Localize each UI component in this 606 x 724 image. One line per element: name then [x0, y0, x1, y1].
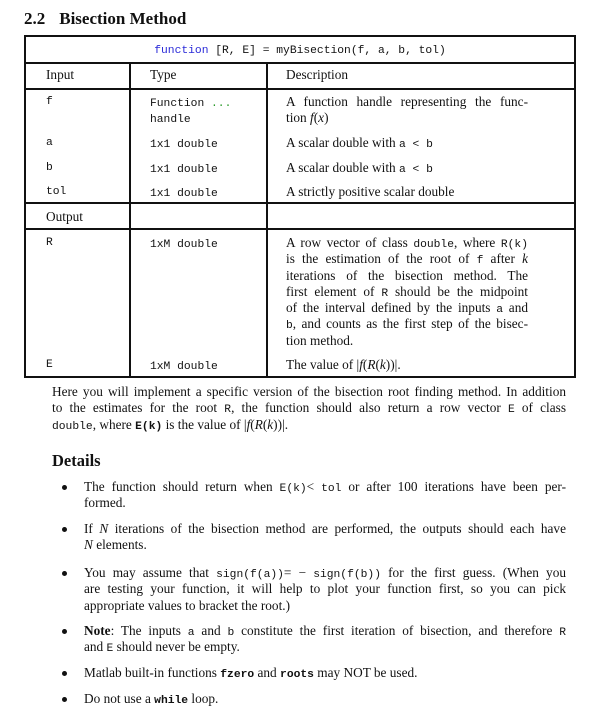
text-run: and	[84, 639, 107, 655]
bullet-icon	[62, 629, 67, 634]
code-run: 1x1 double	[150, 188, 218, 200]
text-line	[150, 184, 280, 200]
text-run: , where	[92, 416, 136, 432]
code-bold-run: roots	[280, 669, 314, 681]
text-run: or after 100 iterations have been per-	[341, 479, 566, 494]
code-run: a < b	[399, 139, 433, 151]
table-divider	[26, 88, 574, 90]
code-run: tol	[321, 483, 342, 495]
code-run: double	[413, 239, 454, 251]
text-line	[84, 565, 566, 581]
text-line	[84, 598, 566, 614]
header-input: Input	[46, 67, 75, 82]
text-line	[150, 235, 280, 251]
code-run: Function	[150, 98, 212, 110]
text-run: Here you will implement a specific version of the bisection root finding method. In addition	[52, 384, 566, 399]
code-run: b	[286, 320, 293, 333]
text-line	[84, 581, 566, 597]
text-run: formed.	[84, 495, 126, 511]
text-line	[150, 357, 280, 373]
text-run: and	[254, 665, 281, 680]
input-name: a	[46, 137, 53, 149]
text-run: )	[324, 110, 329, 126]
text-run: Do not use a	[84, 691, 155, 706]
text-run: (	[262, 416, 268, 432]
input-type	[150, 94, 280, 127]
details-bullet	[84, 479, 566, 512]
code-bold-run: while	[154, 695, 189, 707]
text-line	[26, 41, 574, 57]
text-run: , where	[454, 235, 501, 250]
math-run: k	[267, 416, 274, 432]
text-run: appropriate values to bracket the root.)	[84, 597, 291, 613]
text-run: ))|.	[385, 357, 401, 372]
details-bullet	[84, 521, 566, 554]
math-run: k	[522, 251, 528, 267]
text-line	[286, 268, 528, 284]
text-run: of the interval defined by the inputs	[286, 300, 497, 316]
code-run: 1xM double	[150, 239, 218, 251]
text-run: tion method.	[286, 332, 354, 348]
text-run: (	[313, 110, 319, 126]
code-run: [R, E] = myBisection(f, a, b, tol)	[208, 45, 446, 57]
input-type	[150, 184, 280, 200]
text-run: of class	[514, 400, 566, 416]
text-run: Matlab built-in functions	[84, 665, 221, 680]
section-number: 2.2	[24, 9, 46, 28]
text-line	[286, 184, 528, 200]
text-line	[84, 537, 566, 553]
text-line	[286, 251, 528, 267]
code-run: 1x1 double	[150, 139, 218, 151]
input-type	[150, 160, 280, 176]
text-run: may NOT be used.	[313, 665, 418, 680]
text-line	[286, 300, 528, 316]
text-line	[84, 639, 566, 655]
math-run: R	[367, 357, 376, 372]
code-run: R	[224, 404, 232, 417]
function-signature	[26, 41, 574, 57]
bullet-icon	[62, 671, 67, 676]
text-line	[286, 235, 528, 251]
text-run: (	[250, 416, 255, 432]
table-divider	[26, 228, 574, 230]
text-run: A scalar double with	[286, 135, 399, 150]
text-line	[84, 495, 566, 511]
text-run: is the value of |	[162, 416, 247, 432]
text-line	[286, 160, 528, 176]
bullet-icon	[62, 527, 67, 532]
text-run: loop.	[188, 691, 219, 706]
text-run: A row vector of class	[286, 235, 414, 250]
input-type	[150, 135, 280, 151]
math-run: N	[84, 537, 93, 553]
function-spec-table	[24, 35, 576, 378]
math-run: R	[254, 416, 263, 432]
code-run: a	[187, 627, 195, 639]
ellipsis-run: ...	[211, 98, 232, 110]
text-run: The value of |	[286, 357, 360, 372]
text-run: The function should return when	[84, 479, 280, 494]
code-run: E	[507, 404, 515, 417]
text-run: constitute the first iteration of bisection, and therefore	[234, 623, 560, 638]
code-bold-run: fzero	[220, 669, 255, 681]
input-description	[286, 94, 528, 127]
text-line	[150, 110, 280, 126]
math-run: f	[310, 110, 314, 126]
input-description	[286, 135, 528, 151]
math-run: f	[246, 416, 251, 432]
text-run: is the estimation of the root of	[286, 251, 477, 267]
output-description	[286, 357, 528, 373]
text-line	[150, 94, 280, 110]
header-description: Description	[286, 67, 349, 82]
text-line	[286, 284, 528, 300]
details-bullet	[84, 665, 566, 681]
text-run: (	[362, 357, 368, 372]
text-run: A scalar double with	[286, 160, 399, 175]
bullet-icon	[62, 697, 67, 702]
code-run: R	[381, 287, 389, 300]
code-run: sign(f(b))	[313, 569, 381, 581]
text-run: for the first guess. (When you	[380, 565, 566, 580]
text-run: after	[483, 251, 523, 267]
text-run: first element of	[286, 283, 382, 299]
text-run: = −	[283, 565, 314, 580]
text-run: should never be empty.	[113, 639, 240, 655]
input-name: tol	[46, 186, 67, 198]
math-run: k	[379, 357, 386, 372]
math-run: N	[99, 521, 109, 536]
code-bold-run: E(k)	[135, 420, 163, 433]
text-run: You may assume that	[84, 565, 217, 580]
input-name: f	[46, 96, 53, 108]
code-run: E(k)	[279, 483, 307, 495]
text-run: If	[84, 521, 100, 536]
text-run: ))|.	[273, 416, 289, 432]
code-run: sign(f(a))	[216, 569, 284, 581]
text-line	[286, 135, 528, 151]
bold-run: Note	[84, 623, 111, 638]
text-run: <	[306, 479, 322, 494]
text-line	[52, 417, 566, 433]
text-run: : The inputs	[110, 623, 188, 638]
math-run: x	[318, 110, 325, 126]
text-run: to the estimates for the root	[52, 400, 225, 416]
text-line	[286, 357, 528, 373]
text-line	[150, 135, 280, 151]
input-description	[286, 184, 528, 200]
text-line	[84, 691, 566, 707]
input-name: b	[46, 162, 53, 174]
code-run: b	[227, 627, 235, 639]
text-run: and	[503, 300, 528, 316]
text-line	[84, 521, 566, 537]
code-run: double	[52, 420, 93, 433]
output-type	[150, 235, 280, 251]
output-description	[286, 235, 528, 349]
bullet-icon	[62, 571, 67, 576]
text-line	[84, 479, 566, 495]
code-run: 1xM double	[150, 361, 218, 373]
output-name: R	[46, 237, 53, 249]
bullet-icon	[62, 485, 67, 490]
code-run: f	[476, 255, 484, 268]
text-run: A function handle representing the func-	[286, 94, 528, 109]
text-run: A strictly positive scalar double	[286, 184, 455, 199]
text-run: , the function should also return a row vector	[231, 400, 508, 416]
math-run: f	[359, 357, 363, 372]
details-bullet	[84, 691, 566, 707]
intro-paragraph	[52, 384, 566, 433]
text-line	[286, 316, 528, 332]
code-run: R(k)	[500, 239, 528, 251]
text-line	[286, 110, 528, 126]
table-divider	[26, 62, 574, 64]
text-run: are testing your function, it will help to plot your function first, so you can pick	[84, 581, 566, 597]
details-heading: Details	[52, 451, 101, 470]
text-line	[52, 400, 566, 416]
output-type	[150, 357, 280, 373]
text-run: tion	[286, 110, 311, 126]
text-line	[286, 94, 528, 110]
keyword-run: function	[154, 45, 209, 57]
text-run: should be the midpoint	[388, 283, 528, 299]
text-line	[150, 160, 280, 176]
input-description	[286, 160, 528, 176]
table-divider	[26, 202, 574, 204]
section-title: Bisection Method	[59, 9, 187, 28]
text-run: , and counts as the first step of the bisec-	[292, 316, 528, 332]
code-run: handle	[150, 114, 191, 127]
section-heading	[24, 9, 186, 29]
text-line	[52, 384, 566, 400]
text-run: elements.	[92, 537, 147, 553]
code-run: R	[559, 627, 566, 639]
details-bullet	[84, 623, 566, 656]
details-bullet	[84, 565, 566, 614]
text-line	[84, 665, 566, 681]
code-run: a	[496, 304, 504, 317]
code-run: 1x1 double	[150, 164, 218, 176]
code-run: a < b	[399, 164, 433, 176]
text-run: and	[194, 623, 228, 638]
text-run: iterations of the bisection method are performed, the outputs should each have	[108, 521, 566, 536]
header-type: Type	[150, 67, 177, 82]
text-run: iterations of the bisection method. The	[286, 267, 528, 283]
text-line	[286, 333, 528, 349]
text-run: (	[375, 357, 380, 372]
text-line	[84, 623, 566, 639]
output-label: Output	[46, 209, 83, 224]
output-name: E	[46, 359, 53, 371]
code-run: E	[106, 643, 114, 656]
